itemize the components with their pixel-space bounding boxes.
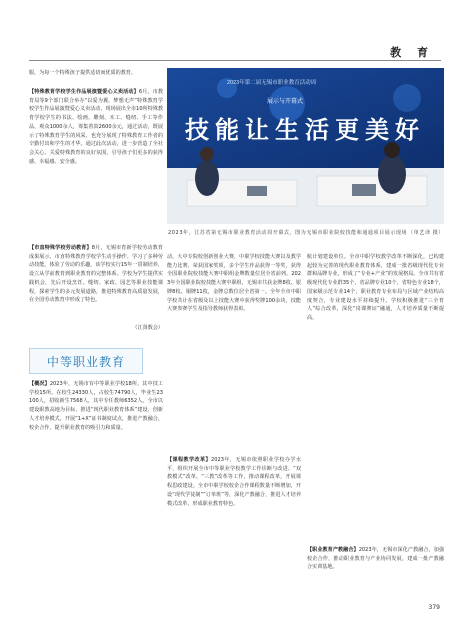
photo-caption <box>168 229 444 237</box>
paragraph-body: 2023年，无锡市深化产教融合，加强校企合作，推动职业教育与产业协同发展，建成一批产教融合实训基地。 <box>307 547 444 571</box>
intro-paragraph: 服，为每一个特殊孩子提供适切而优质的教育。 <box>29 70 136 76</box>
paragraph-body: 8月，无锡市育新学校劳动教育成果展示，市直特殊教育学校学生动手操作，学习了多种劳动技能，体验了劳动的乐趣。该学校实行15年一贯制培养，设立从学前教育到职业教育的完整体系。学校为学生提供实践机会，先后开设烹饪、缝纫、家政、园艺等职业技能课程，探索学生的多元发展道路，推进特殊教育高质量发展，在全国劳动教育中形成了特色。 <box>29 245 163 304</box>
paragraph-curriculum-reform <box>167 456 301 616</box>
paragraph-overview <box>29 380 163 616</box>
photo-illustration <box>167 68 444 224</box>
paragraph-specialty-construction: 航计划建设单位。全市中职学校教学改革不断深化，已构建起较为完善的现代职业教育体系，建成一批省级现代化专业群和品牌专业，形成了“专业+产业”的发展格局。全市共有省级现代化专业群35个，省品牌专业10个，省特色专业18个，国家级示范专业14个，职业教育专业布局与区域产业结构高度契合，专业建设水平持续提升。学校积极推进“三全育人”综合改革，深化“岗课赛证”融通，人才培养质量不断提高。 <box>307 254 444 321</box>
photo-credit: （单艺译 摄） <box>408 230 444 236</box>
paragraph-heading: 【课程教学改革】 <box>167 457 212 463</box>
paragraph-special-edu-exhibition <box>29 88 163 258</box>
banner-small-text: 展示与开幕式 <box>267 99 304 105</box>
banner-main-slogan: 技能让生活更美好 <box>185 117 425 144</box>
header-rule <box>29 60 441 61</box>
paragraph-heading: 【特殊教育学校学生作品展演暨爱心义卖活动】 <box>29 89 139 95</box>
paragraph-body: 2023年，无锡市依照职业学校办学水平，组织开展全市中等职业学校教学工作诊断与改进、“双教模式”改革、“三教”改革等工作，推动课程改革，开展课程思政建设。全市中职学校校企合作课程数量不断增加，开设“现代学徒制”“订单班”等，深化产教融合，推进人才培养模式改革，形成职业教育特色。 <box>167 457 301 507</box>
paragraph-skills-competition: 动，大中专院校创新创业大赛，中职学校技能大赛以及教学能力比赛，荣获国家奖项，多个学生作品获得一等奖，获得全国职业院校技能大赛中职组金牌数量位居全省前列。2023年全国职业院校技能大赛中职组，无锡市共获金牌8枚、银牌8枚、铜牌11枚，金牌总数位居全省第一。全年全市中职学校共计在省级及以上技能大赛中获得奖牌100余块，技能大赛参赛学生及指导教师获得表彰。 <box>167 254 301 313</box>
paragraph-heading: 【职业教育产教融合】 <box>307 547 359 553</box>
paragraph-body: 2023年，无锡市有中等职业学校18所，其中技工学校15所。在校生24330人，占校生74790人，毕业生23100人，招收新生7568人，其中专任教师6352人。全市以建设职教高地为目标，推进“现代职业教育体系”建设，创新人才培养模式，开展“1+X”证书制度试点，推进产教融合、校企合作，提升职业教育的吸引力和质量。 <box>29 381 163 431</box>
paragraph-credit: （江贤数会） <box>132 325 163 331</box>
section-header-title: 教 育 <box>390 46 434 59</box>
event-photo <box>167 68 444 224</box>
paragraph-industry-integration <box>307 546 444 604</box>
paragraph-labor-education <box>29 244 163 324</box>
paragraph-body: 6月，市教育局等9个部门联合举办“以爱为翼，梦想无声”特殊教育学校学生作品展演暨爱心义卖活动，现场展出全市10所特殊教育学校学生的书法、绘画、雕刻、木工、缝纫、手工等作品，观众1000余人，筹集善款2600余元，通过活动，既展示了特殊教育学生的风采，也充分展现了特殊教育工作者的辛勤付出和学生的才华。通过此次活动，进一步营造了全社会关心、关爱特殊教育的良好氛围，引导孩子们更多的获得感、幸福感、安全感。 <box>29 89 163 165</box>
section-title-box <box>29 348 143 374</box>
caption-text: 2023年，江苏省第无锡市职业教育活动周开幕式，图为无锡市职业院校技能和通通项目展示现场 <box>168 230 408 236</box>
page-number: 379 <box>428 604 440 611</box>
banner-line1: 2023年第二届无锡市职业教育活动周 <box>227 80 317 86</box>
section-title: 中等职业教育 <box>46 354 125 369</box>
paragraph-heading: 【市直特殊学校劳动教育】 <box>29 245 92 251</box>
paragraph-heading: 【概况】 <box>29 381 50 387</box>
